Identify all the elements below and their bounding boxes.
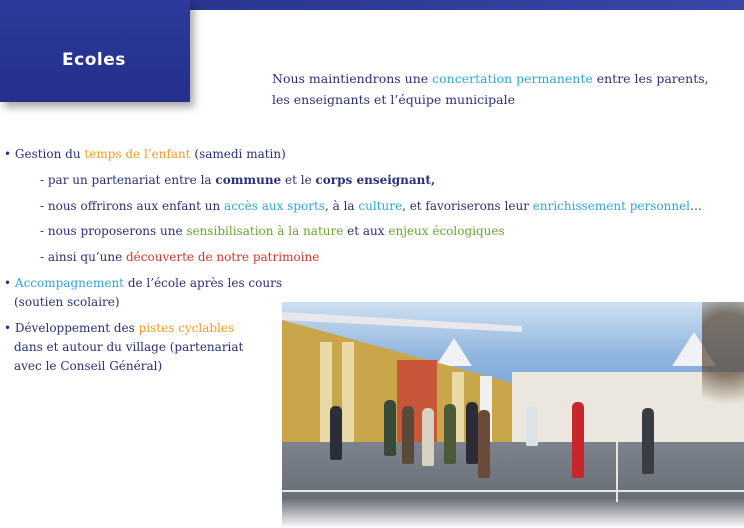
sub-text: et le [281, 173, 316, 187]
school-courtyard-photo [282, 302, 744, 528]
pyramid-roof [436, 338, 472, 366]
top-color-band [190, 0, 744, 10]
sub-highlight: culture [358, 199, 403, 213]
child [466, 402, 478, 464]
bullet-dot: • [4, 147, 12, 161]
bullet-3-continuation-2: avec le Conseil Général) [14, 359, 163, 373]
intro-line-1 [272, 68, 732, 89]
sub-text: - par un partenariat entre la [40, 173, 216, 187]
section-title: Ecoles [62, 50, 126, 70]
sub-text: - ainsi qu’une [40, 250, 126, 264]
child [384, 400, 396, 456]
sub-item-4 [40, 250, 319, 264]
child [478, 410, 490, 478]
child [526, 406, 538, 446]
sub-item-1 [40, 173, 435, 187]
photo-bottom-fade [282, 498, 744, 528]
intro-line-2: les enseignants et l’équipe municipale [272, 92, 515, 107]
bullet-dot: • [4, 321, 12, 335]
sub-highlight: enrichissement personnel [532, 199, 691, 213]
intro-highlight: concertation permanente [432, 71, 593, 86]
bullet-3-continuation-1: dans et autour du village (partenariat [14, 340, 244, 354]
child [422, 408, 434, 466]
bullet-highlight: Accompagnement [14, 276, 124, 290]
sub-bold: corps enseignant [315, 173, 431, 187]
sub-text: - nous offrirons aux enfant un [40, 199, 225, 213]
child [572, 402, 584, 478]
bullet-1 [4, 147, 286, 161]
sub-text: … [690, 199, 703, 213]
bullet-dot: • [4, 276, 12, 290]
bullet-text: Développement des [11, 321, 139, 335]
court-line [616, 442, 618, 502]
bullet-3 [4, 321, 234, 335]
sub-text: , et favoriserons leur [402, 199, 533, 213]
bullet-highlight: temps de l’enfant [84, 147, 191, 161]
bullet-highlight: pistes cyclables [138, 321, 235, 335]
child [642, 408, 654, 474]
sub-text: et aux [343, 224, 389, 238]
intro-text: Nous maintiendrons une [272, 71, 433, 86]
sub-highlight: sensibilisation à la nature [186, 224, 344, 238]
intro-paragraph [272, 68, 732, 110]
bullet-2 [4, 276, 282, 290]
sub-highlight: découverte de notre patrimoine [126, 250, 320, 264]
court-line [282, 490, 744, 492]
bullet-text: de l’école après les cours [124, 276, 282, 290]
child [330, 406, 342, 460]
bullet-2-continuation: (soutien scolaire) [14, 295, 120, 309]
child [402, 406, 414, 464]
sub-text: - nous proposerons une [40, 224, 187, 238]
sub-item-2 [40, 199, 702, 213]
sub-highlight: accès aux sports [224, 199, 325, 213]
child [444, 404, 456, 464]
bullet-text: Gestion du [11, 147, 85, 161]
bullet-text: (samedi matin) [190, 147, 286, 161]
sub-item-3 [40, 224, 505, 238]
sub-highlight: enjeux écologiques [388, 224, 505, 238]
sub-text: , à la [324, 199, 359, 213]
intro-text: entre les parents, [592, 71, 709, 86]
sub-bold: commune [215, 173, 282, 187]
tree [702, 302, 744, 442]
section-title-box [0, 0, 190, 102]
sub-text: , [430, 173, 436, 187]
